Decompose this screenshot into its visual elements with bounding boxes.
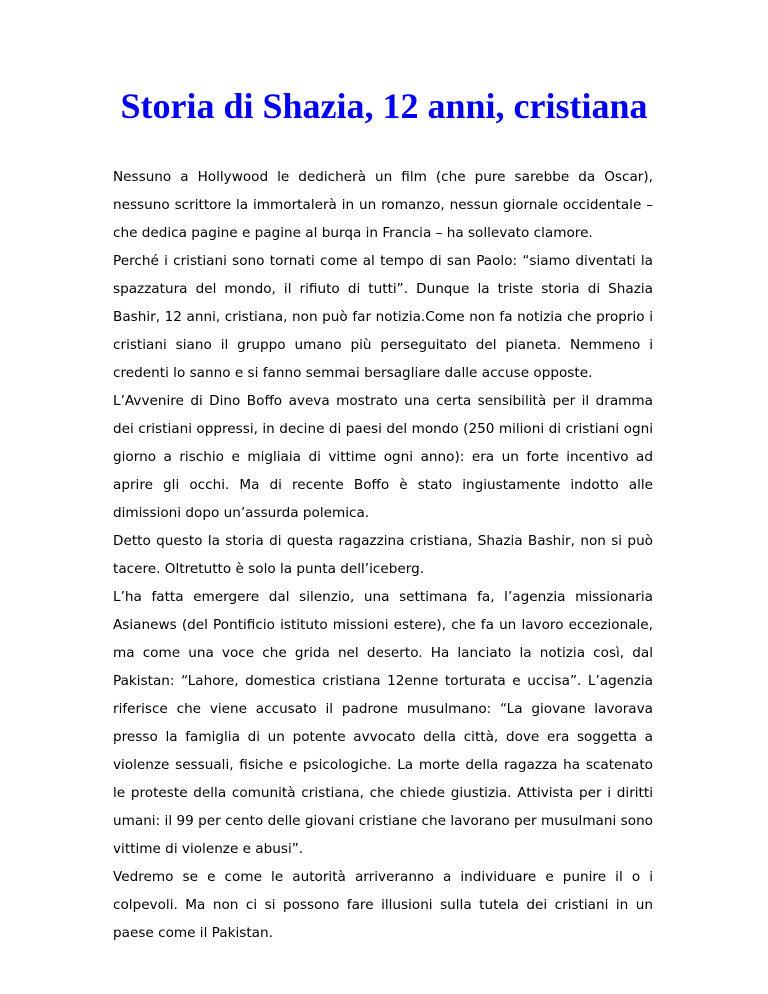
- article-body: [113, 163, 653, 947]
- paragraph: Nessuno a Hollywood le dedicherà un film (che pure sarebbe da Oscar), nessuno scrittore la immortalerà in un romanzo, nessun giornale occidentale – che dedica pagine e pagine al burqa in Francia – ha sollevato clamore.: [113, 169, 653, 241]
- paragraph: Perché i cristiani sono tornati come al tempo di san Paolo: “siamo diventati la spazzatura del mondo, il rifiuto di tutti”. Dunque la triste storia di Shazia Bashir, 12 anni, cristiana, non può far notizia.Come non fa notizia che proprio i cristiani siano il gruppo umano più perseguitato del pianeta. Nemmeno i credenti lo sanno e si fanno semmai bersagliare dalle accuse opposte.: [113, 253, 653, 381]
- paragraph: L’Avvenire di Dino Boffo aveva mostrato una certa sensibilità per il dramma dei cristiani oppressi, in decine di paesi del mondo (250 milioni di cristiani ogni giorno a rischio e migliaia di vittime ogni anno): era un forte incentivo ad aprire gli occhi. Ma di recente Boffo è stato ingiustamente indotto alle dimissioni dopo un’assurda polemica.: [113, 393, 653, 521]
- page-title: Storia di Shazia, 12 anni, cristiana: [120, 86, 648, 126]
- paragraph: Detto questo la storia di questa ragazzina cristiana, Shazia Bashir, non si può tacere. Oltretutto è solo la punta dell’iceberg.: [113, 533, 653, 577]
- paragraph: Vedremo se e come le autorità arriveranno a individuare e punire il o i colpevoli. Ma non ci si possono fare illusioni sulla tutela dei cristiani in un paese come il Pakistan.: [113, 869, 653, 941]
- paragraph: L’ha fatta emergere dal silenzio, una settimana fa, l’agenzia missionaria Asianews (del Pontificio istituto missioni estere), che fa un lavoro eccezionale, ma come una voce che grida nel deserto. Ha lanciato la notizia così, dal Pakistan: “Lahore, domestica cristiana 12enne torturata e uccisa”. L’agenzia riferisce che viene accusato il padrone musulmano: “La giovane lavorava presso la famiglia di un potente avvocato della città, dove era soggetta a violenze sessuali, fisiche e psicologiche. La morte della ragazza ha scatenato le proteste della comunità cristiana, che chiede giustizia. Attivista per i diritti umani: il 99 per cento delle giovani cristiane che lavorano per musulmani sono vittime di violenze e abusi”.: [113, 589, 653, 857]
